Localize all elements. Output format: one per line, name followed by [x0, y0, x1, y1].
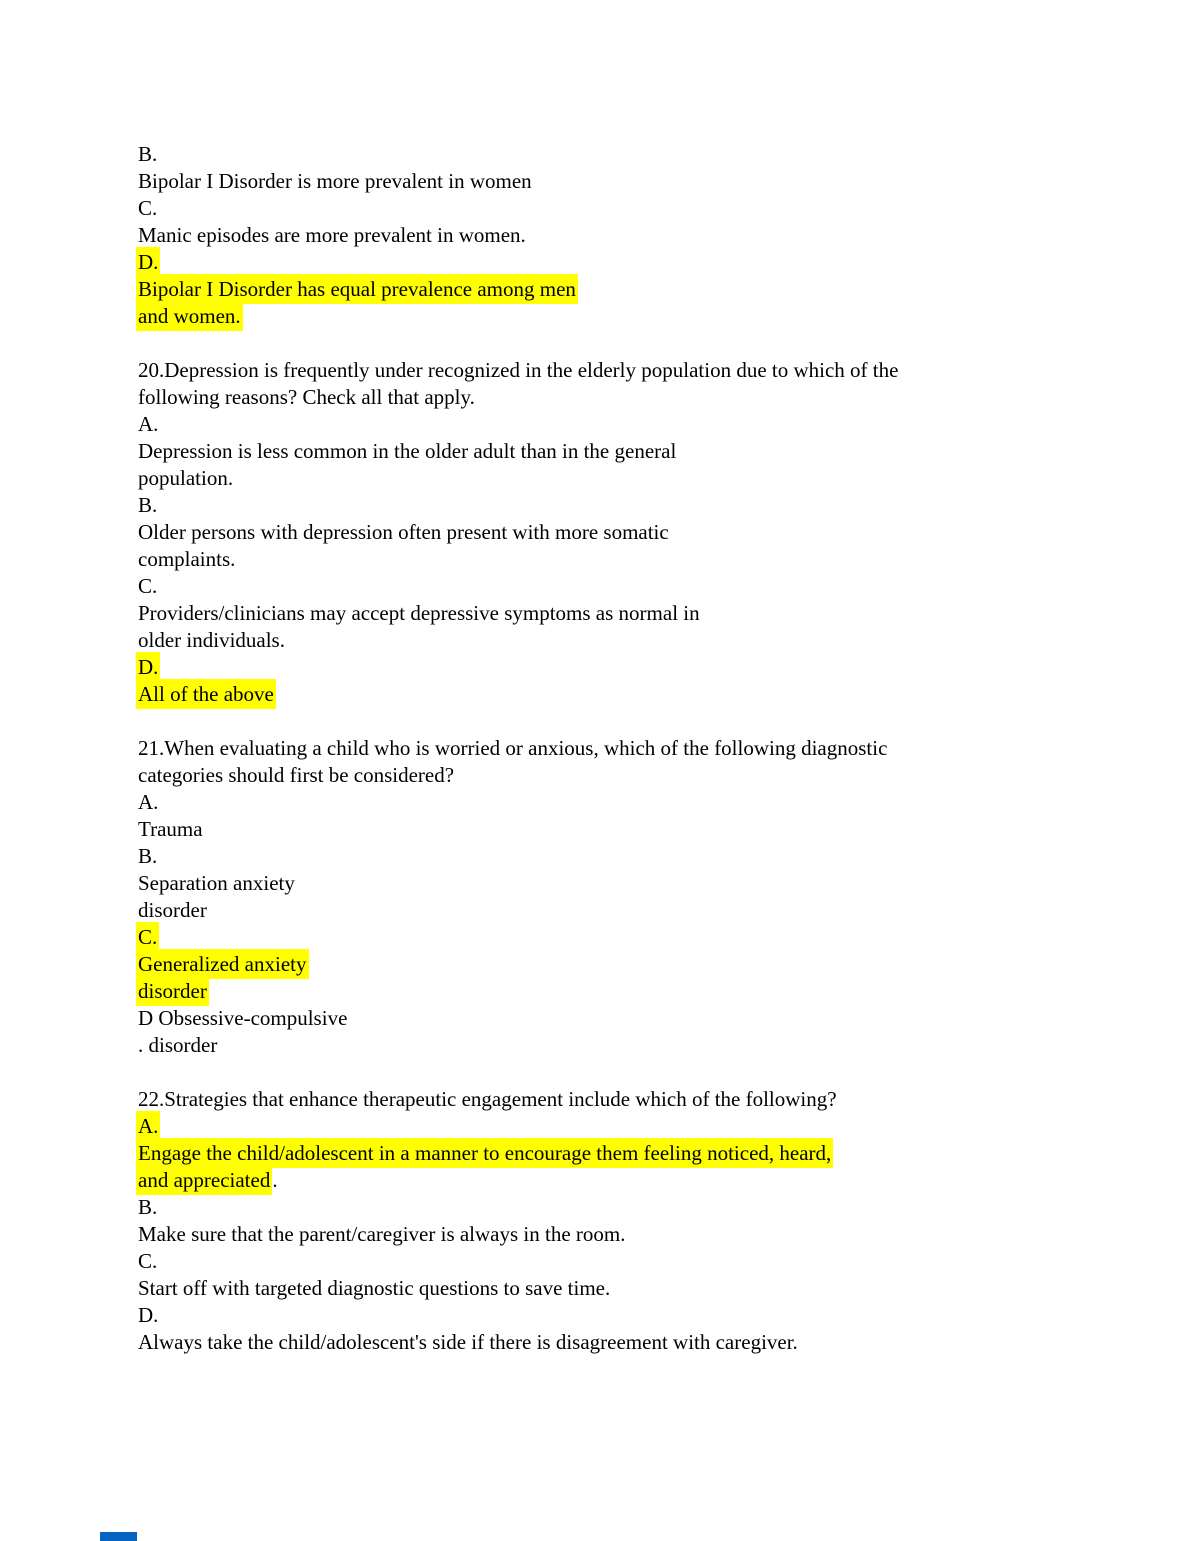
highlighted-text: C.: [136, 922, 159, 952]
plain-text: following reasons? Check all that apply.: [138, 385, 475, 409]
plain-text: 22.Strategies that enhance therapeutic engagement include which of the following?: [138, 1087, 837, 1111]
plain-text: Older persons with depression often present with more somatic: [138, 520, 669, 544]
plain-text: Bipolar I Disorder is more prevalent in women: [138, 169, 532, 193]
plain-text: C.: [138, 1249, 158, 1273]
text-line: [138, 1167, 1048, 1194]
highlighted-text: Bipolar I Disorder has equal prevalence among men: [136, 274, 578, 304]
highlighted-text: A.: [136, 1111, 160, 1141]
text-line: [138, 168, 1048, 195]
plain-text: Always take the child/adolescent's side if there is disagreement with caregiver.: [138, 1330, 798, 1354]
plain-text: .: [272, 1168, 278, 1192]
plain-text: 20.Depression is frequently under recognized in the elderly population due to which of the: [138, 358, 899, 382]
plain-text: B.: [138, 493, 158, 517]
text-line: [138, 951, 1048, 978]
plain-text: Separation anxiety: [138, 871, 295, 895]
plain-text: Start off with targeted diagnostic questions to save time.: [138, 1276, 611, 1300]
plain-text: B.: [138, 1195, 158, 1219]
plain-text: B.: [138, 844, 158, 868]
plain-text: C.: [138, 196, 158, 220]
highlighted-text: Engage the child/adolescent in a manner to encourage them feeling noticed, heard,: [136, 1138, 833, 1168]
text-line: [138, 681, 1048, 708]
plain-text: 21.When evaluating a child who is worried or anxious, which of the following diagnostic: [138, 736, 888, 760]
text-line: [138, 249, 1048, 276]
text-line: [138, 654, 1048, 681]
text-line: [138, 357, 1048, 384]
plain-text: A.: [138, 790, 159, 814]
question-20: [138, 357, 1048, 708]
text-line: [138, 789, 1048, 816]
document-body: [138, 141, 1048, 1383]
text-line: [138, 573, 1048, 600]
text-line: [138, 762, 1048, 789]
text-line: [138, 384, 1048, 411]
question-22: [138, 1086, 1048, 1356]
text-line: [138, 1005, 1048, 1032]
highlighted-text: D.: [136, 652, 160, 682]
plain-text: Manic episodes are more prevalent in women.: [138, 223, 526, 247]
plain-text: complaints.: [138, 547, 236, 571]
plain-text: disorder: [138, 898, 207, 922]
text-line: [138, 1275, 1048, 1302]
text-line: [138, 1329, 1048, 1356]
text-line: [138, 1032, 1048, 1059]
plain-text: B.: [138, 142, 158, 166]
text-line: [138, 1194, 1048, 1221]
text-line: [138, 1302, 1048, 1329]
highlighted-text: D.: [136, 247, 160, 277]
text-line: [138, 843, 1048, 870]
plain-text: C.: [138, 574, 158, 598]
highlighted-text: and appreciated: [136, 1165, 272, 1195]
text-line: [138, 519, 1048, 546]
plain-text: D.: [138, 1303, 159, 1327]
highlighted-text: and women.: [136, 301, 243, 331]
highlighted-text: disorder: [136, 976, 209, 1006]
text-line: [138, 195, 1048, 222]
plain-text: population.: [138, 466, 234, 490]
plain-text: older individuals.: [138, 628, 285, 652]
plain-text: Providers/clinicians may accept depressive symptoms as normal in: [138, 601, 700, 625]
text-line: [138, 924, 1048, 951]
text-line: [138, 1113, 1048, 1140]
highlighted-text: Generalized anxiety: [136, 949, 309, 979]
text-line: [138, 978, 1048, 1005]
text-line: [138, 1140, 1048, 1167]
text-line: [138, 1086, 1048, 1113]
text-line: [138, 816, 1048, 843]
plain-text: A.: [138, 412, 159, 436]
highlighted-text: All of the above: [136, 679, 276, 709]
text-line: [138, 465, 1048, 492]
text-line: [138, 438, 1048, 465]
text-line: [138, 1248, 1048, 1275]
plain-text: . disorder: [138, 1033, 218, 1057]
plain-text: Depression is less common in the older adult than in the general: [138, 439, 677, 463]
question-19-options: [138, 141, 1048, 330]
plain-text: Trauma: [138, 817, 203, 841]
text-line: [138, 276, 1048, 303]
plain-text: D Obsessive-compulsive: [138, 1006, 348, 1030]
text-line: [138, 735, 1048, 762]
text-line: [138, 411, 1048, 438]
text-line: [138, 303, 1048, 330]
text-line: [138, 600, 1048, 627]
text-line: [138, 627, 1048, 654]
text-line: [138, 222, 1048, 249]
text-line: [138, 897, 1048, 924]
text-line: [138, 1221, 1048, 1248]
text-line: [138, 492, 1048, 519]
plain-text: categories should first be considered?: [138, 763, 455, 787]
plain-text: Make sure that the parent/caregiver is always in the room.: [138, 1222, 626, 1246]
text-line: [138, 870, 1048, 897]
text-line: [138, 546, 1048, 573]
text-line: [138, 141, 1048, 168]
question-21: [138, 735, 1048, 1059]
